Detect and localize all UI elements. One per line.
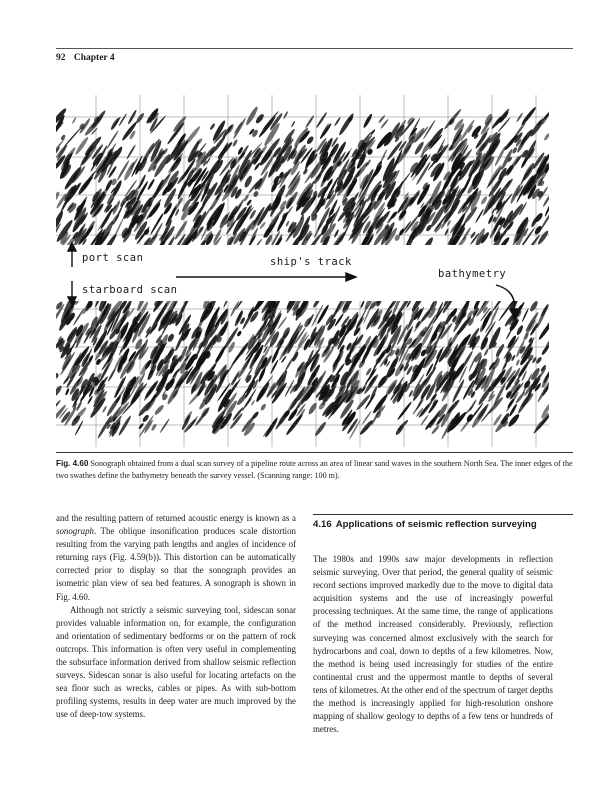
starboard-scan-label: starboard scan (82, 284, 178, 296)
bathymetry-label: bathymetry (438, 268, 507, 280)
left-column (56, 512, 296, 722)
running-header (56, 53, 115, 63)
emphasis-term: sonograph (56, 526, 94, 537)
port-scan-label: port scan (82, 252, 144, 264)
figure-caption (56, 458, 573, 482)
paragraph (56, 512, 296, 604)
right-column (313, 553, 553, 736)
page-number: 92 (56, 53, 66, 63)
paragraph: Although not strictly a seismic surveying tool, sidescan sonar provides valuable information on, for example, the configuration and orientation of sedimentary bedforms or on the pattern of rock outcrops. This information is often very useful in complementing the subsurface information derived from shallow seismic reflection surveys. Sidescan sonar is also useful for locating artefacts on the sea floor such as wrecks, cables or pipes. As with sub-bottom profiling systems, results in deep water are much improved by the use of deep-tow systems. (56, 604, 296, 720)
paragraph-text: and the resulting pattern of returned acoustic energy is known as a (56, 513, 296, 523)
caption-text: Sonograph obtained from a dual scan survey of a pipeline route across an area of linear sand waves in the southern North Sea. The inner edges of the two swathes define the bathymetry beneath the survey vessel. (Scanning range: 100 m). (56, 459, 573, 480)
caption-rule (56, 452, 573, 453)
sonograph-figure (56, 95, 549, 447)
section-heading (313, 519, 553, 531)
chapter-title: Chapter 4 (73, 53, 115, 63)
section-rule (313, 514, 573, 515)
header-rule (56, 48, 573, 49)
section-number: 4.16 (313, 519, 332, 530)
ships-track-label: ship's track (270, 256, 352, 268)
paragraph-text: . The oblique insonification produces scale distortion resulting from the varying path lengths and angles of incidence of returning rays (Fig. 4.59(b)). This distortion can be automatically corrected prior to display so that the sonograph provides an isometric plan view of sea bed features. A sonograph is shown in Fig. 4.60. (56, 526, 296, 602)
caption-label: Fig. 4.60 (56, 459, 89, 468)
paragraph: The 1980s and 1990s saw major developments in reflection seismic surveying. Over that period, the general quality of seismic record sections improved markedly due to the move to digital data acquisition systems and the use of increasingly powerful processing techniques. At the same time, the range of applications of the method increased considerably. Previously, reflection surveying was concerned almost exclusively with the search for hydrocarbons and coal, down to depths of a few kilometres. Now, the method is being used increasingly for studies of the entire continental crust and the uppermost mantle to depths of several tens of kilometres. At the other end of the spectrum of target depths the method is increasingly applied for high-resolution onshore mapping of shallow geology to depths of a few tens or hundreds of metres. (313, 554, 553, 735)
section-title: Applications of seismic reflection surveying (335, 519, 537, 530)
